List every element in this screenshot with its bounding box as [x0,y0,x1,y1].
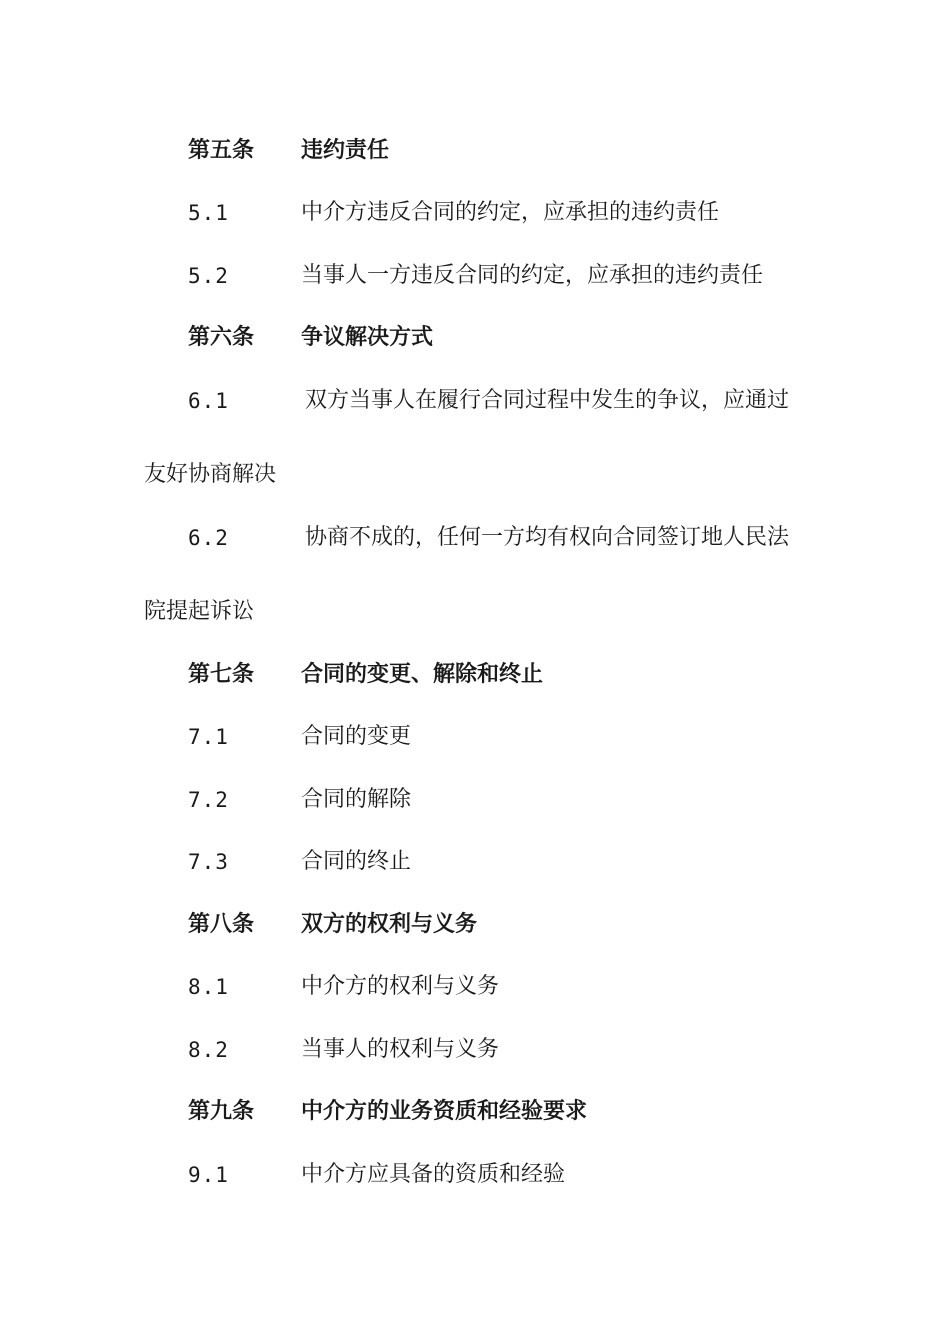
article-8-heading [0,905,950,945]
article-6-heading [0,318,950,358]
clause-text-continuation: 院提起诉讼 [144,599,255,624]
article-number: 第七条 [188,662,255,687]
clause-text: 当事人的权利与义务 [301,1037,500,1062]
clause-text: 合同的解除 [301,787,412,812]
clause-6-1 [0,381,950,421]
clause-text: 中介方应具备的资质和经验 [301,1162,566,1187]
clause-text: 协商不成的，任何一方均有权向合同签订地人民法 [305,525,790,550]
clause-text: 中介方违反合同的约定，应承担的违约责任 [301,200,720,225]
clause-number: 5.1 [188,201,229,225]
article-number: 第六条 [188,325,255,350]
clause-8-1 [0,967,950,1007]
clause-7-1 [0,717,950,757]
article-title: 中介方的业务资质和经验要求 [301,1099,588,1124]
clause-7-3 [0,842,950,882]
clause-8-2 [0,1030,950,1070]
clause-number: 9.1 [188,1163,229,1187]
clause-text: 合同的终止 [301,849,412,874]
clause-number: 5.2 [188,264,229,288]
clause-7-2 [0,780,950,820]
article-title: 争议解决方式 [301,325,434,350]
clause-9-1 [0,1155,950,1195]
article-title: 违约责任 [301,138,390,163]
clause-6-2 [0,518,950,558]
clause-5-1 [0,193,950,233]
article-5-heading [0,131,950,171]
article-number: 第九条 [188,1099,255,1124]
clause-number: 6.1 [188,389,229,413]
article-title: 合同的变更、解除和终止 [301,662,544,687]
clause-number: 7.1 [188,725,229,749]
clause-text: 中介方的权利与义务 [301,974,500,999]
clause-text: 当事人一方违反合同的约定，应承担的违约责任 [301,263,764,288]
article-title: 双方的权利与义务 [301,912,478,937]
clause-6-1-continuation [0,455,950,495]
clause-text: 合同的变更 [301,724,412,749]
clause-text: 双方当事人在履行合同过程中发生的争议，应通过 [305,388,790,413]
clause-text-continuation: 友好协商解决 [144,462,277,487]
clause-number: 8.2 [188,1038,229,1062]
clause-number: 7.3 [188,850,229,874]
clause-5-2 [0,256,950,296]
article-number: 第五条 [188,138,255,163]
clause-number: 6.2 [188,526,229,550]
article-7-heading [0,655,950,695]
article-number: 第八条 [188,912,255,937]
clause-number: 8.1 [188,975,229,999]
article-9-heading [0,1092,950,1132]
clause-number: 7.2 [188,788,229,812]
clause-6-2-continuation [0,592,950,632]
